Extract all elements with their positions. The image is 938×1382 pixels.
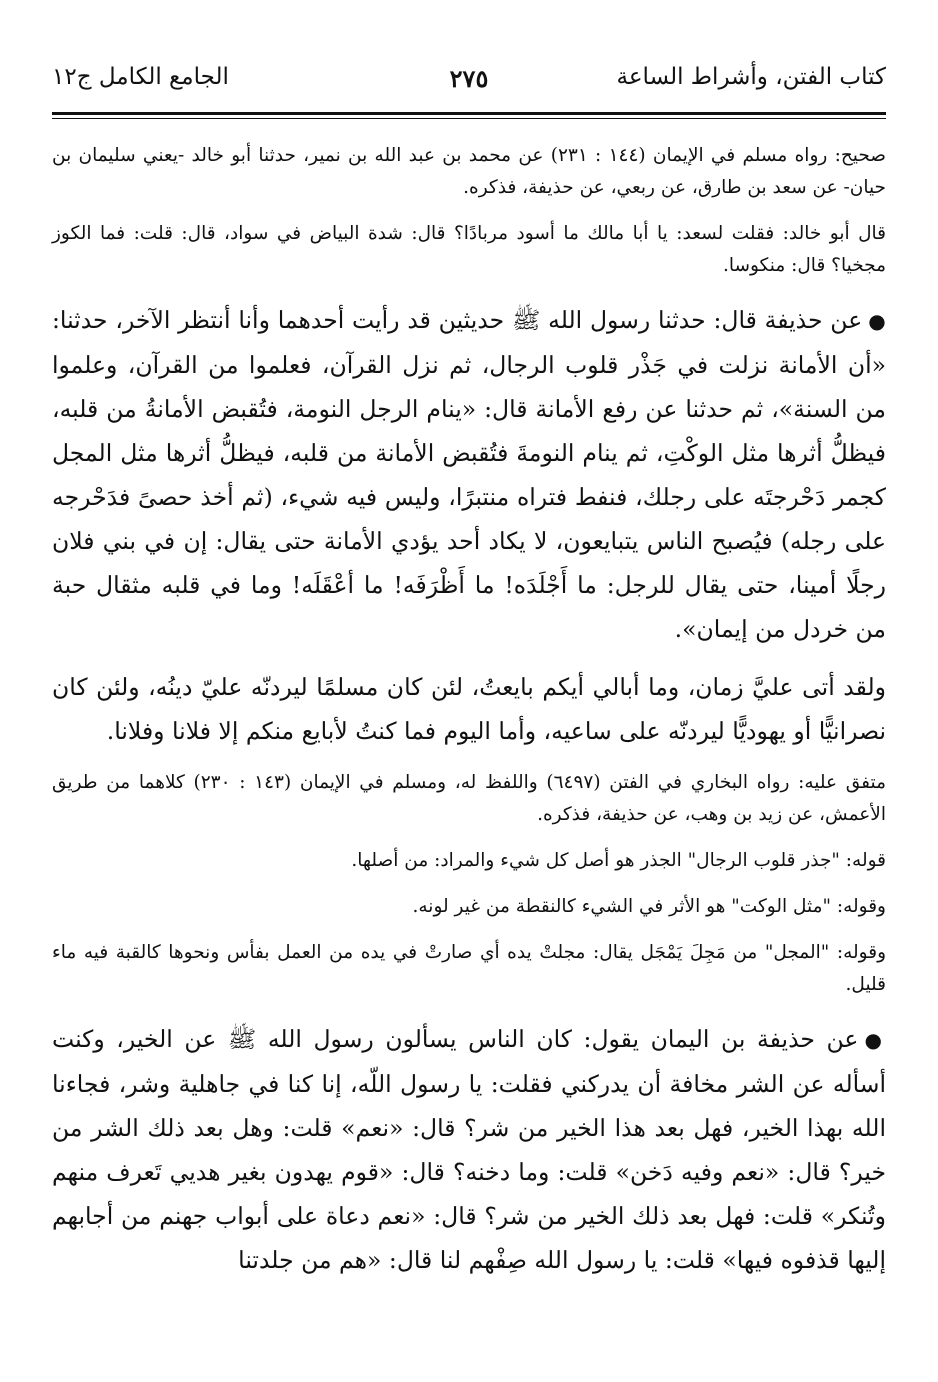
bullet-marker: ● [868,309,887,333]
paragraph-text: عن حذيفة قال: حدثنا رسول الله ﷺ حديثين قد رأيت أحدهما وأنا أنتظر الآخر، حدثنا: «أن الأمانة نزلت في جَذْر قلوب الرجال، ثم نزل القرآن، فعلموا من القرآن، وعلموا من السنة»، ثم حدثنا عن رفع الأمانة قال: «ينام الرجل النومة، فتُقبض الأمانةُ من قلبه، فيظلُّ أثرها مثل الوكْتِ، ثم ينام النومةَ فتُقبض الأمانة من قلبه، فيظلُّ أثرها مثل المجل كجمر دَحْرجتَه على رجلك، فنفط فتراه منتبرًا، وليس فيه شيء، (ثم أخذ حصىً فدَحْرجه على رجله) فيُصبح الناس يتبايعون، لا يكاد أحد يؤدي الأمانة حتى يقال: إن في بني فلان رجلًا أمينا، حتى يقال للرجل: ما أَجْلَدَه! ما أَظْرَفَه! ما أعْقَلَه! وما في قلبه مثقال حبة من خردل من إيمان». [52,306,886,643]
header-rule-thick [52,112,886,115]
header-book-title: الجامع الكامل ج١٢ [52,64,229,90]
page-body [52,118,886,1282]
paragraph-text: متفق عليه: رواه البخاري في الفتن (٦٤٩٧) واللفظ له، ومسلم في الإيمان (١٤٣ : ٢٣٠) كلاهما من طريق الأعمش، عن زيد بن وهب، عن حذيفة، فذكره. [52,772,886,825]
page-number: ٢٧٥ [449,64,489,93]
word-explanation [52,891,886,923]
paragraph-text: وقوله: "مثل الوكت" هو الأثر في الشيء كالنقطة من غير لونه. [412,896,886,917]
paragraph-text: عن حذيفة بن اليمان يقول: كان الناس يسألون رسول الله ﷺ عن الخير، وكنت أسأله عن الشر مخافة أن يدركني فقلت: يا رسول اللّه، إنا كنا في جاهلية وشر، فجاءنا الله بهذا الخير، فهل بعد هذا الخير من شر؟ قال: «نعم» قلت: وهل بعد ذلك الشر من خير؟ قال: «نعم وفيه دَخن» قلت: وما دخنه؟ قال: «قوم يهدون بغير هديي تَعرف منهم وتُنكر» قلت: فهل بعد ذلك الخير من شر؟ قال: «نعم دعاة على أبواب جهنم من أجابهم إليها قذفوه فيها» قلت: يا رسول الله صِفْهم لنا قال: «هم من جلدتنا [52,1025,886,1274]
hadith-takhrij [52,140,886,204]
header-chapter-title: كتاب الفتن، وأشراط الساعة [616,64,886,90]
word-explanation [52,937,886,1001]
hadith-takhrij [52,767,886,831]
narrator-note [52,218,886,282]
hadith-text [52,1017,886,1282]
hadith-text [52,298,886,651]
paragraph-text: صحيح: رواه مسلم في الإيمان (١٤٤ : ٢٣١) عن محمد بن عبد الله بن نمير، حدثنا أبو خالد -يعني سليمان بن حيان- عن سعد بن طارق، عن ربعي، عن حذيفة، فذكره. [52,145,886,198]
paragraph-text: قال أبو خالد: فقلت لسعد: يا أبا مالك ما أسود مربادًا؟ قال: شدة البياض في سواد، قال: قلت: فما الكوز مجخيا؟ قال: منكوسا. [52,223,886,276]
header-rule-thin [52,118,886,119]
word-explanation [52,845,886,877]
running-header [52,0,886,118]
paragraph-text: وقوله: "المجل" من مَجِلَ يَمْجَل يقال: مجلتْ يده أي صارتْ في يده من العمل بفأس ونحوها كالقبة فيه ماء قليل. [52,942,886,995]
paragraph-text: قوله: "جذر قلوب الرجال" الجذر هو أصل كل شيء والمراد: من أصلها. [351,850,886,871]
bullet-marker: ● [864,1028,887,1052]
hadith-continuation [52,665,886,753]
paragraph-text: ولقد أتى عليَّ زمان، وما أبالي أيكم بايعتُ، لئن كان مسلمًا ليردنّه عليّ دينُه، ولئن كان نصرانيًّا أو يهوديًّا ليردنّه على ساعيه، وأما اليوم فما كنتُ لأبايع منكم إلا فلانا وفلانا. [52,673,886,745]
